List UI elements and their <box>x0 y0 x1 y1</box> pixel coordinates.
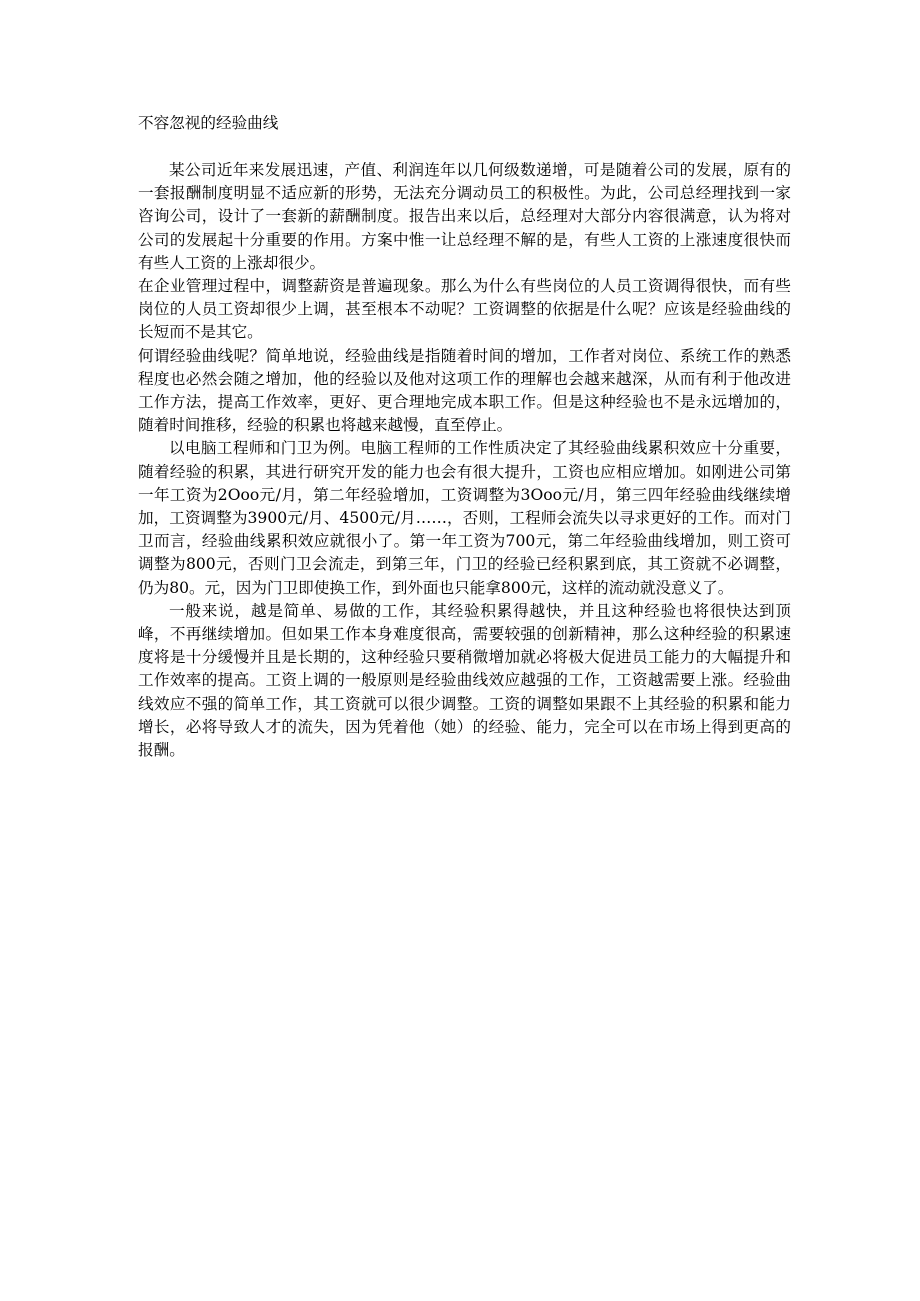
paragraph-1: 某公司近年来发展迅速，产值、利润连年以几何级数递增，可是随着公司的发展，原有的一套报酬制度明显不适应新的形势，无法充分调动员工的积极性。为此，公司总经理找到一家咨询公司，设计了一套新的薪酬制度。报告出来以后，总经理对大部分内容很满意，认为将对公司的发展起十分重要的作用。方案中惟一让总经理不解的是，有些人工资的上涨速度很快而有些人工资的上涨却很少。 <box>138 161 791 272</box>
paragraph-5: 一般来说，越是简单、易做的工作，其经验积累得越快，并且这种经验也将很快达到顶峰，不再继续增加。但如果工作本身难度很高，需要较强的创新精神，那么这种经验的积累速度将是十分缓慢并且是长期的，这种经验只要稍微增加就必将极大促进员工能力的大幅提升和工作效率的提高。工资上调的一般原则是经验曲线效应越强的工作，工资越需要上涨。经验曲线效应不强的简单工作，其工资就可以很少调整。工资的调整如果跟不上其经验的积累和能力增长，必将导致人才的流失，因为凭着他（她）的经验、能力，完全可以在市场上得到更高的报酬。 <box>138 601 791 760</box>
paragraph-2: 在企业管理过程中，调整薪资是普遍现象。那么为什么有些岗位的人员工资调得很快，而有些岗位的人员工资却很少上调，甚至根本不动呢？工资调整的依据是什么呢？应该是经验曲线的长短而不是其它。 <box>138 277 791 342</box>
document-title: 不容忽视的经验曲线 <box>138 114 279 132</box>
paragraph-4: 以电脑工程师和门卫为例。电脑工程师的工作性质决定了其经验曲线累积效应十分重要，随着经验的积累，其进行研究开发的能力也会有很大提升，工资也应相应增加。如刚进公司第一年工资为2Ooo元/月，第二年经验增加，工资调整为3Ooo元/月，第三四年经验曲线继续增加，工资调整为3900元/月、4500元/月……，否则，工程师会流失以寻求更好的工作。而对门卫而言，经验曲线累积效应就很小了。第一年工资为700元，第二年经验曲线增加，则工资可调整为800元，否则门卫会流走，到第三年，门卫的经验已经积累到底，其工资就不必调整，仍为80。元，因为门卫即使换工作，到外面也只能拿800元，这样的流动就没意义了。 <box>138 439 791 597</box>
paragraph-3: 何谓经验曲线呢？简单地说，经验曲线是指随着时间的增加，工作者对岗位、系统工作的熟悉程度也必然会随之增加，他的经验以及他对这项工作的理解也会越来越深，从而有利于他改进工作方法，提高工作效率，更好、更合理地完成本职工作。但是这种经验也不是永远增加的，随着时间推移，经验的积累也将越来越慢，直至停止。 <box>138 346 791 435</box>
document-body <box>138 112 791 762</box>
